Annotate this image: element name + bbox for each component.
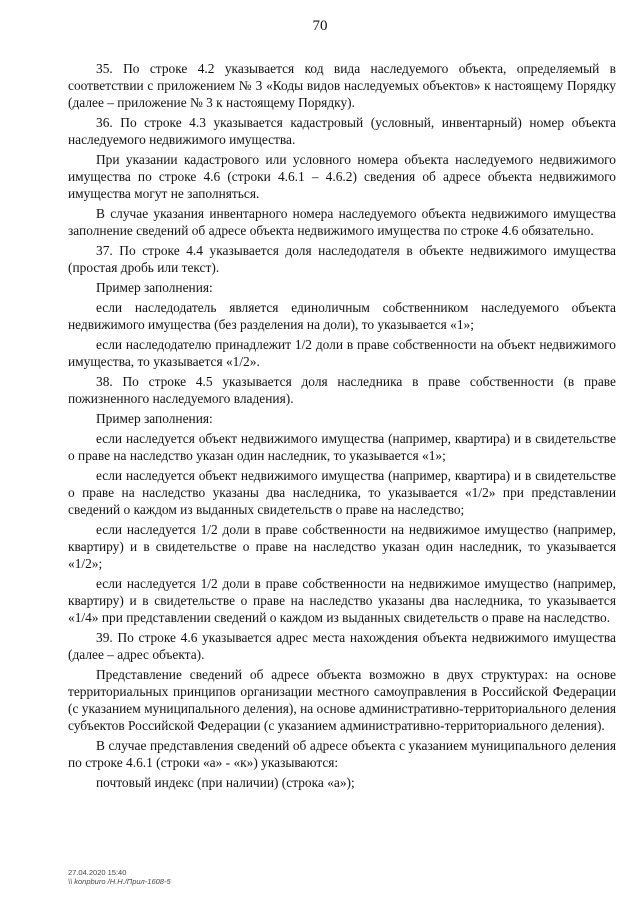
footer-file-path: \\ konpburo /Н.Н./Прил-1608-5: [68, 877, 171, 886]
paragraph: 37. По строке 4.4 указывается доля наследодателя в объекте недвижимого имущества (простая дробь или текст).: [68, 243, 616, 275]
paragraph: если наследодателю принадлежит 1/2 доли в праве собственности на объект недвижимого имущества, то указывается «1/2».: [68, 337, 616, 369]
paragraph: При указании кадастрового или условного номера объекта наследуемого недвижимого имущества по строке 4.6 (строки 4.6.1 – 4.6.2) сведения об адресе объекта недвижимого имущества могут не заполняться.: [68, 152, 616, 201]
paragraph: если наследуется 1/2 доли в праве собственности на недвижимое имущество (например, квартиру) и в свидетельстве о праве на наследство указаны два наследника, то указывается «1/4» при представлении сведений о каждом из выданных свидетельств о праве на наследство.: [68, 576, 616, 625]
paragraph: 35. По строке 4.2 указывается код вида наследуемого объекта, определяемый в соответствии с приложением № 3 «Коды видов наследуемых объектов» к настоящему Порядку (далее – приложение № 3 к настоящему Порядку).: [68, 61, 616, 110]
paragraph: Пример заполнения:: [96, 411, 213, 426]
paragraph: 36. По строке 4.3 указывается кадастровый (условный, инвентарный) номер объекта наследуемого недвижимого имущества.: [68, 115, 616, 147]
paragraph: если наследодатель является единоличным собственником наследуемого объекта недвижимого имущества (без разделения на доли), то указывается «1»;: [68, 300, 616, 332]
paragraph: В случае указания инвентарного номера наследуемого объекта недвижимого имущества заполнение сведений об адресе объекта недвижимого имущества по строке 4.6 обязательно.: [68, 206, 616, 238]
footer-timestamp: 27.04.2020 15:40: [68, 868, 127, 877]
paragraph: если наследуется 1/2 доли в праве собственности на недвижимое имущество (например, квартиру) и в свидетельстве о праве на наследство указан один наследник, то указывается «1/2»;: [68, 522, 616, 571]
paragraph: Представление сведений об адресе объекта возможно в двух структурах: на основе территориальных принципов организации местного самоуправления в Российской Федерации (с указанием муниципального деления), на основе административно-территориального деления субъектов Российской Федерации (с указанием административно-территориального деления).: [68, 667, 616, 733]
paragraph: 38. По строке 4.5 указывается доля наследника в праве собственности (в праве пожизненного наследуемого владения).: [68, 374, 616, 406]
page-number: 70: [312, 18, 328, 34]
paragraph: В случае представления сведений об адресе объекта с указанием муниципального деления по строке 4.6.1 (строки «а» - «к») указываются:: [68, 738, 616, 770]
paragraph: если наследуется объект недвижимого имущества (например, квартира) и в свидетельстве о праве на наследство указан один наследник, то указывается «1»;: [68, 431, 616, 463]
document-body: [68, 60, 616, 794]
paragraph: почтовый индекс (при наличии) (строка «а»);: [96, 775, 355, 790]
paragraph: 39. По строке 4.6 указывается адрес места нахождения объекта недвижимого имущества (далее – адрес объекта).: [68, 630, 616, 662]
paragraph: Пример заполнения:: [96, 280, 213, 295]
paragraph: если наследуется объект недвижимого имущества (например, квартира) и в свидетельстве о праве на наследство указаны два наследника, то указывается «1/2» при представлении сведений о каждом из выданных свидетельств о праве на наследство;: [68, 468, 616, 517]
document-footer: [68, 868, 171, 886]
